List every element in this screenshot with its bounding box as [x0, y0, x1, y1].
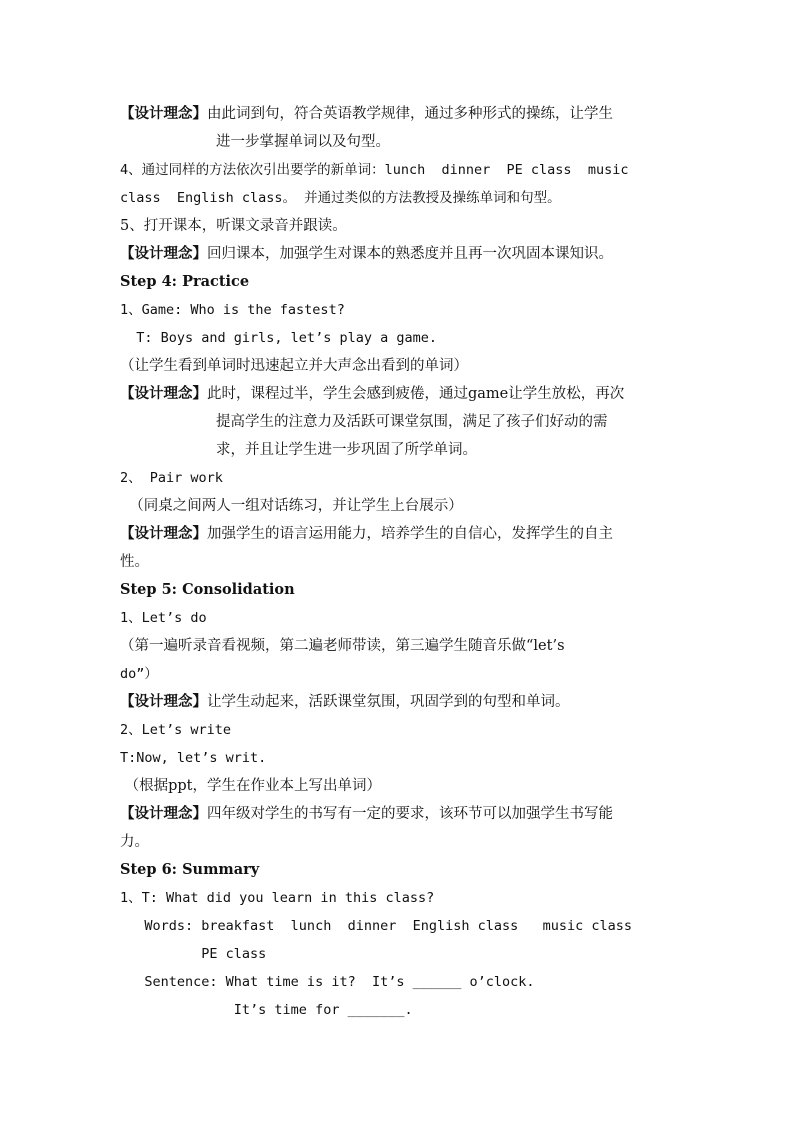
body-line: 2、 Pair work — [120, 470, 223, 486]
continuation-line: 提高学生的注意力及活跃可课堂氛围，满足了孩子们好动的需 — [216, 414, 608, 430]
body-line: PE class — [120, 946, 267, 962]
body-line: （让学生看到单词时迅速起立并大声念出看到的单词） — [120, 358, 468, 374]
body-line: 5、打开课本，听课文录音并跟读。 — [120, 218, 347, 234]
body-line: Sentence: What time is it? It’s ______ o’clock. — [120, 974, 535, 990]
body-line: 1、Game: Who is the fastest? — [120, 302, 345, 318]
body-line: 力。 — [120, 834, 149, 850]
body-line: T: Boys and girls, let’s play a game. — [120, 330, 437, 346]
design-tag: 【设计理念】 — [120, 525, 207, 542]
design-tag: 【设计理念】 — [120, 805, 207, 822]
body-line: （第一遍听录音看视频，第二遍老师带读，第三遍学生随音乐做“let’s — [120, 638, 565, 654]
body-line: 1、Let’s do — [120, 610, 207, 626]
body-line: do”） — [120, 666, 158, 682]
design-tag: 【设计理念】 — [120, 245, 207, 262]
design-tag: 【设计理念】 — [120, 105, 207, 122]
body-line: （同桌之间两人一组对话练习，并让学生上台展示） — [120, 498, 463, 514]
body-line: 性。 — [120, 554, 149, 570]
design-note-line — [120, 244, 613, 264]
body-line: 1、T: What did you learn in this class? — [120, 890, 435, 906]
step-heading: Step 6: Summary — [120, 861, 260, 878]
body-line: T:Now, let’s writ. — [120, 750, 267, 766]
design-note-line — [120, 524, 613, 544]
design-note-line — [120, 104, 613, 124]
design-tag: 【设计理念】 — [120, 693, 207, 710]
body-line: class English class。 并通过类似的方法教授及操练单词和句型。 — [120, 190, 561, 206]
body-line: 4、通过同样的方法依次引出要学的新单词：lunch dinner PE class music — [120, 162, 629, 178]
continuation-line: 求，并且让学生进一步巩固了所学单词。 — [216, 442, 477, 458]
body-line: It’s time for _______. — [120, 1002, 413, 1018]
design-note-text: 让学生动起来，活跃课堂氛围，巩固学到的句型和单词。 — [207, 694, 570, 710]
design-note-line — [120, 804, 613, 824]
design-note-text: 回归课本，加强学生对课本的熟悉度并且再一次巩固本课知识。 — [207, 246, 613, 262]
design-note-line — [120, 692, 570, 712]
body-line: Words: breakfast lunch dinner English class music class — [120, 918, 633, 934]
design-note-line — [120, 384, 624, 404]
design-note-text: 加强学生的语言运用能力，培养学生的自信心，发挥学生的自主 — [207, 526, 613, 542]
design-note-text: 由此词到句，符合英语教学规律，通过多种形式的操练，让学生 — [207, 106, 613, 122]
design-tag: 【设计理念】 — [120, 385, 207, 402]
body-line: （根据ppt，学生在作业本上写出单词） — [120, 778, 381, 794]
body-line: 2、Let’s write — [120, 722, 232, 738]
continuation-line: 进一步掌握单词以及句型。 — [216, 134, 390, 150]
step-heading: Step 4: Practice — [120, 273, 250, 290]
design-note-text: 此时，课程过半，学生会感到疲倦，通过game让学生放松，再次 — [207, 386, 625, 402]
design-note-text: 四年级对学生的书写有一定的要求，该环节可以加强学生书写能 — [207, 806, 613, 822]
step-heading: Step 5: Consolidation — [120, 581, 295, 598]
